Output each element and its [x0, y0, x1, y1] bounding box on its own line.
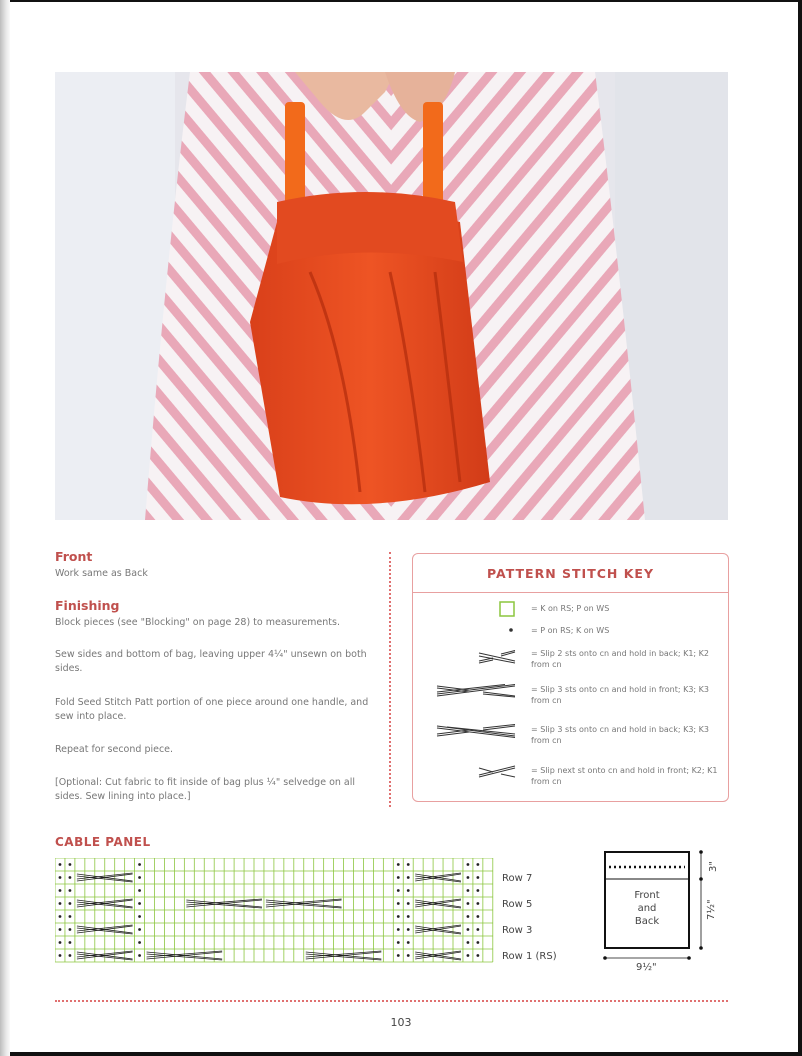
purl-dot — [59, 863, 62, 866]
cable-stitch-mark — [415, 954, 461, 960]
front-heading: Front — [55, 549, 93, 564]
purl-dot — [59, 876, 62, 879]
cable-panel-chart — [55, 858, 495, 966]
front-text: Work same as Back — [55, 568, 148, 579]
scan-border-top — [0, 0, 802, 2]
purl-dot — [397, 902, 400, 905]
purl-dot — [69, 902, 72, 905]
purl-dot — [138, 902, 141, 905]
cable-stitch-mark — [415, 873, 461, 879]
purl-dot — [407, 902, 410, 905]
bag-photo-illustration — [55, 72, 728, 520]
purl-dot — [397, 889, 400, 892]
stitch-key-text-purl: = P on RS; K on WS — [531, 626, 610, 635]
purl-dot — [69, 889, 72, 892]
purl-dot — [467, 941, 470, 944]
cable-stitch-mark — [415, 902, 461, 908]
purl-dot — [476, 954, 479, 957]
purl-dot — [467, 915, 470, 918]
purl-dot — [69, 863, 72, 866]
purl-dot — [397, 863, 400, 866]
cable-stitch-mark — [415, 928, 461, 934]
cable-stitch-mark — [415, 925, 461, 931]
row-label-5: Row 5 — [502, 899, 533, 910]
purl-dot — [407, 876, 410, 879]
cable-stitch-mark — [415, 899, 461, 905]
purl-dot — [138, 928, 141, 931]
schematic-label-line-3: Back — [634, 916, 660, 927]
purl-dot-icon — [507, 626, 515, 634]
purl-dot — [138, 915, 141, 918]
purl-dot — [59, 928, 62, 931]
schematic-top-height: 3" — [708, 861, 719, 872]
purl-dot — [397, 941, 400, 944]
purl-dot — [59, 954, 62, 957]
purl-dot — [138, 889, 141, 892]
scan-border-bottom — [0, 1052, 802, 1056]
purl-dot — [476, 941, 479, 944]
finishing-paragraph-5: [Optional: Cut fabric to fit inside of bag plus ¼" selvedge on all sides. Sew lining into place.] — [55, 777, 356, 802]
purl-dot — [467, 928, 470, 931]
purl-dot — [59, 889, 62, 892]
cable-1-2-front-icon — [477, 765, 517, 779]
cable-panel-title: CABLE PANEL — [55, 835, 151, 849]
finishing-heading: Finishing — [55, 598, 120, 613]
purl-dot — [476, 876, 479, 879]
knit-square-icon — [499, 601, 515, 617]
schematic-label — [605, 889, 689, 928]
purl-dot — [69, 954, 72, 957]
book-gutter — [0, 0, 10, 1056]
purl-dot — [138, 941, 141, 944]
purl-dot — [407, 889, 410, 892]
purl-dot — [397, 876, 400, 879]
purl-dot — [476, 902, 479, 905]
purl-dot — [407, 941, 410, 944]
purl-dot — [467, 889, 470, 892]
schematic-label-line-2: and — [637, 903, 657, 914]
purl-dot — [397, 928, 400, 931]
purl-dot — [467, 954, 470, 957]
purl-dot — [467, 876, 470, 879]
cable-3-3-back-icon — [435, 724, 517, 738]
stitch-key-text-knit: = K on RS; P on WS — [531, 604, 610, 613]
purl-dot — [467, 902, 470, 905]
stitch-key-text-cable-1-2-front: = Slip next st onto cn and hold in front; K2; K1 from cn — [531, 766, 718, 786]
stitch-key-title: PATTERN STITCH KEY — [486, 566, 654, 581]
purl-dot — [397, 915, 400, 918]
stitch-key-text-cable-3-3-front: = Slip 3 sts onto cn and hold in front; K3; K3 from cn — [531, 685, 710, 705]
purl-dot — [59, 902, 62, 905]
purl-dot — [407, 863, 410, 866]
finishing-paragraph-4: Repeat for second piece. — [55, 744, 174, 755]
stitch-key-rule — [413, 592, 728, 593]
bag-photo — [55, 72, 728, 520]
schematic-body-height: 7½" — [706, 899, 717, 920]
purl-dot — [138, 863, 141, 866]
purl-dot — [69, 941, 72, 944]
row-label-3: Row 3 — [502, 925, 533, 936]
schematic-label-line-1: Front — [634, 890, 660, 901]
purl-dot — [476, 863, 479, 866]
pattern-stitch-key — [412, 553, 729, 802]
finishing-paragraph-3: Fold Seed Stitch Patt portion of one piece around one handle, and sew into place. — [55, 697, 369, 722]
stitch-key-text-cable-3-3-back: = Slip 3 sts onto cn and hold in back; K3; K3 from cn — [531, 725, 709, 745]
row-label-1: Row 1 (RS) — [502, 951, 557, 962]
stitch-key-text-cable-2-2-back: = Slip 2 sts onto cn and hold in back; K1; K2 from cn — [531, 649, 709, 669]
cable-2-2-back-icon — [477, 650, 517, 664]
purl-dot — [59, 915, 62, 918]
row-label-7: Row 7 — [502, 873, 533, 884]
purl-dot — [476, 928, 479, 931]
purl-dot — [138, 876, 141, 879]
purl-dot — [476, 915, 479, 918]
footer-divider — [55, 1000, 728, 1002]
cable-3-3-front-icon — [435, 684, 517, 698]
purl-dot — [467, 863, 470, 866]
purl-dot — [59, 941, 62, 944]
purl-dot — [407, 915, 410, 918]
schematic-width: 9½" — [636, 962, 657, 973]
purl-dot — [69, 928, 72, 931]
column-divider — [389, 552, 391, 807]
purl-dot — [69, 876, 72, 879]
purl-dot — [69, 915, 72, 918]
finishing-paragraph-2: Sew sides and bottom of bag, leaving upper 4¼" unsewn on both sides. — [55, 649, 367, 674]
cable-stitch-mark — [415, 951, 461, 957]
scan-border-right — [798, 0, 802, 1056]
cable-stitch-mark — [415, 876, 461, 882]
page-number: 103 — [390, 1016, 412, 1029]
purl-dot — [138, 954, 141, 957]
purl-dot — [397, 954, 400, 957]
purl-dot — [407, 928, 410, 931]
finishing-paragraph-1: Block pieces (see "Blocking" on page 28) to measurements. — [55, 617, 340, 628]
purl-dot — [476, 889, 479, 892]
purl-dot — [407, 954, 410, 957]
